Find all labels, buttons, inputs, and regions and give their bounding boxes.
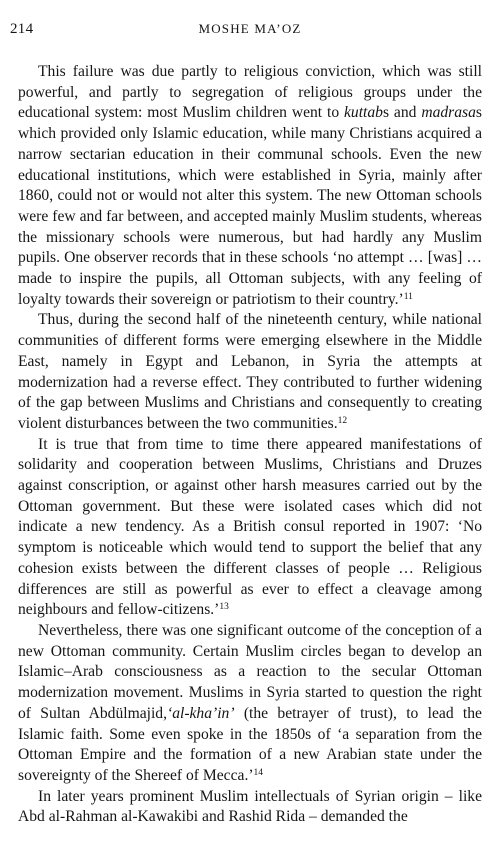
- paragraph-2: [18, 310, 482, 434]
- footnote-ref-11: 11: [403, 291, 413, 302]
- paragraph-1-text-c: s which provided only Islamic education, while many Christians acquired a narrow sectarian education in their communal schools. Even the new educational institutions, which were established in Syria, mainly after 1860, could not or would not alter this system. The new Ottoman schools were few and far between, and accepted mainly Muslim students, whereas the missionary schools were numerous, but had hardly any Muslim pupils. One observer records that in these schools ‘no attempt … [was] … made to inspire the pupils, all Ottoman subjects, with any feeling of loyalty towards their sovereign or patriotism to their country.’: [18, 104, 482, 308]
- paragraph-5: [18, 787, 482, 828]
- page-number: 214: [10, 21, 34, 37]
- term-kuttab: kuttab: [344, 104, 383, 122]
- paragraph-1-text-a: This failure was due partly to religious conviction, which was still powerful, and partly to segregation of religious groups under the educational system: most Muslim children went to: [18, 63, 482, 122]
- paragraph-4: [18, 621, 482, 787]
- term-al-khain: ‘al-kha’in’: [167, 704, 235, 722]
- footnote-ref-12: 12: [337, 415, 348, 426]
- paragraph-1: [18, 62, 482, 310]
- term-madrasa: madrasa: [421, 104, 476, 122]
- body-text: [18, 62, 482, 828]
- paragraph-1-text-b: s and: [382, 104, 422, 122]
- footnote-ref-13: 13: [219, 602, 229, 613]
- paragraph-3-text: It is true that from time to time there appeared manifestations of solidarity and cooperation between Muslims, Christians and Druzes against conscription, or against other harsh measures carried out by the Ottoman government. But these were isolated cases which did not indicate a new tendency. As a British consul reported in 1907: ‘No symptom is noticeable which would tend to support the belief that any cohesion exists between the different classes of people … Religious differences are still as powerful as ever to effect a cleavage among neighbours and fellow-citizens.’: [18, 435, 482, 619]
- paragraph-4-text-a: Nevertheless, there was one significant outcome of the conception of a new Ottoman community. Certain Muslim circles began to develop an Islamic–Arab consciousness as a reaction to the secular Ottoman modernization movement. Muslims in Syria started to question the right of Sultan Abdülmajid,: [18, 621, 482, 722]
- footnote-ref-14: 14: [253, 767, 264, 778]
- paragraph-5-text: In later years prominent Muslim intellectuals of Syrian origin – like Abd al-Rahman al-Kawakibi and Rashid Rida – demanded the: [18, 787, 482, 826]
- paragraph-4-text-b: (the betrayer of trust), to lead the Islamic faith. Some even spoke in the 1850s of ‘a separation from the Ottoman Empire and the formation of a new Arabian state under the sovereignty of the Shereef of Mecca.’: [18, 704, 482, 784]
- running-head: [10, 19, 490, 39]
- running-head-author: MOSHE MA’OZ: [198, 21, 302, 36]
- paragraph-3: [18, 435, 482, 621]
- paragraph-2-text: Thus, during the second half of the nineteenth century, while national communities of different forms were emerging elsewhere in the Middle East, namely in Egypt and Lebanon, in Syria the attempts at modernization had a reverse effect. They contributed to further widening of the gap between Muslims and Christians and consequently to creating violent disturbances between the two communities.: [18, 311, 482, 432]
